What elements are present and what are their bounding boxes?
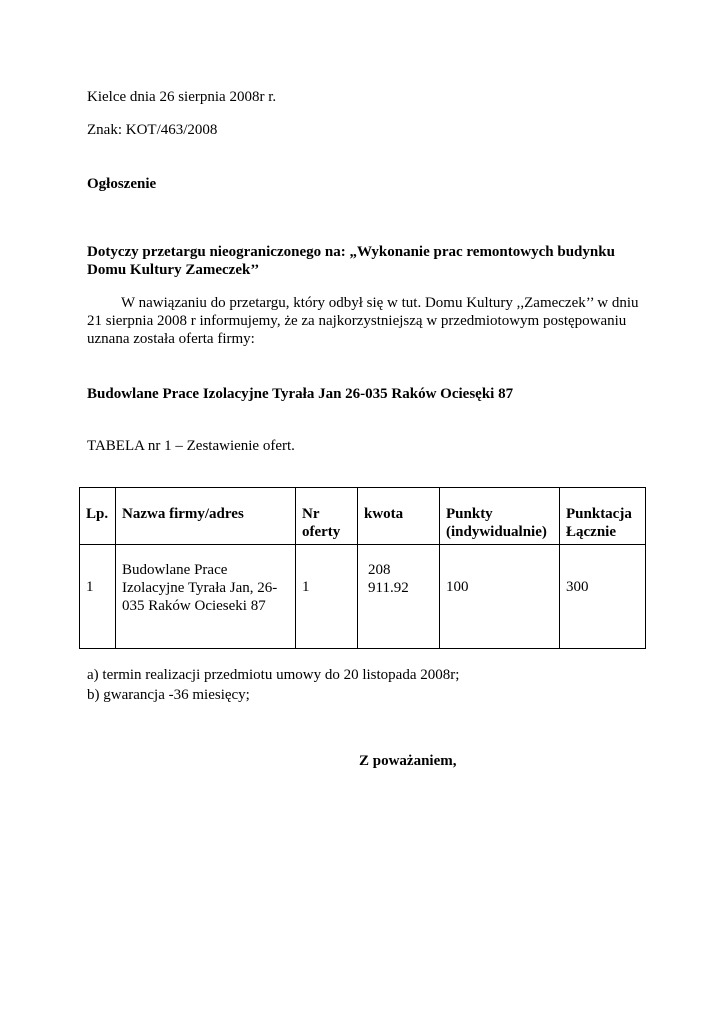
reference-number: Znak: KOT/463/2008 bbox=[87, 122, 218, 138]
table-title: TABELA nr 1 – Zestawienie ofert. bbox=[87, 438, 295, 454]
cell-company-name: Budowlane Prace Izolacyjne Tyrała Jan, 26- 035 Raków Ocieseki 87 bbox=[116, 545, 296, 649]
header-offer-number: Nr oferty bbox=[296, 488, 358, 545]
winning-company: Budowlane Prace Izolacyjne Tyrała Jan 26-035 Raków Ociesęki 87 bbox=[87, 386, 514, 402]
table-header-row bbox=[80, 488, 646, 545]
header-lp: Lp. bbox=[80, 488, 116, 545]
cell-points: 100 bbox=[440, 545, 560, 649]
cell-lp: 1 bbox=[80, 545, 116, 649]
announcement-heading: Ogłoszenie bbox=[87, 176, 157, 192]
header-points: Punkty (indywidualnie) bbox=[440, 488, 560, 545]
header-company-name: Nazwa firmy/adres bbox=[116, 488, 296, 545]
intro-paragraph bbox=[87, 294, 647, 348]
cell-offer-number: 1 bbox=[296, 545, 358, 649]
note-b: b) gwarancja -36 miesięcy; bbox=[87, 687, 250, 703]
cell-amount: 208 911.92 bbox=[358, 545, 440, 649]
notes-block bbox=[87, 666, 459, 706]
offers-table bbox=[79, 487, 646, 649]
header-amount: kwota bbox=[358, 488, 440, 545]
intro-text: W nawiązaniu do przetargu, który odbył się w tut. Domu Kultury ,,Zameczek’’ w dniu 21 sierpnia 2008 r informujemy, że za najkorzystniejszą w przedmiotowym postępowaniu uznana została oferta firmy: bbox=[87, 295, 639, 347]
note-a: a) termin realizacji przedmiotu umowy do 20 listopada 2008r; bbox=[87, 667, 460, 683]
header-total-score: Punktacja Łącznie bbox=[560, 488, 646, 545]
closing-salutation: Z poważaniem, bbox=[359, 753, 457, 769]
subject-line: Dotyczy przetargu nieograniczonego na: „Wykonanie prac remontowych budynku Domu Kultury Zameczek’’ bbox=[87, 244, 615, 278]
cell-total-score: 300 bbox=[560, 545, 646, 649]
table-row bbox=[80, 545, 646, 649]
document-date: Kielce dnia 26 sierpnia 2008r r. bbox=[87, 89, 277, 105]
